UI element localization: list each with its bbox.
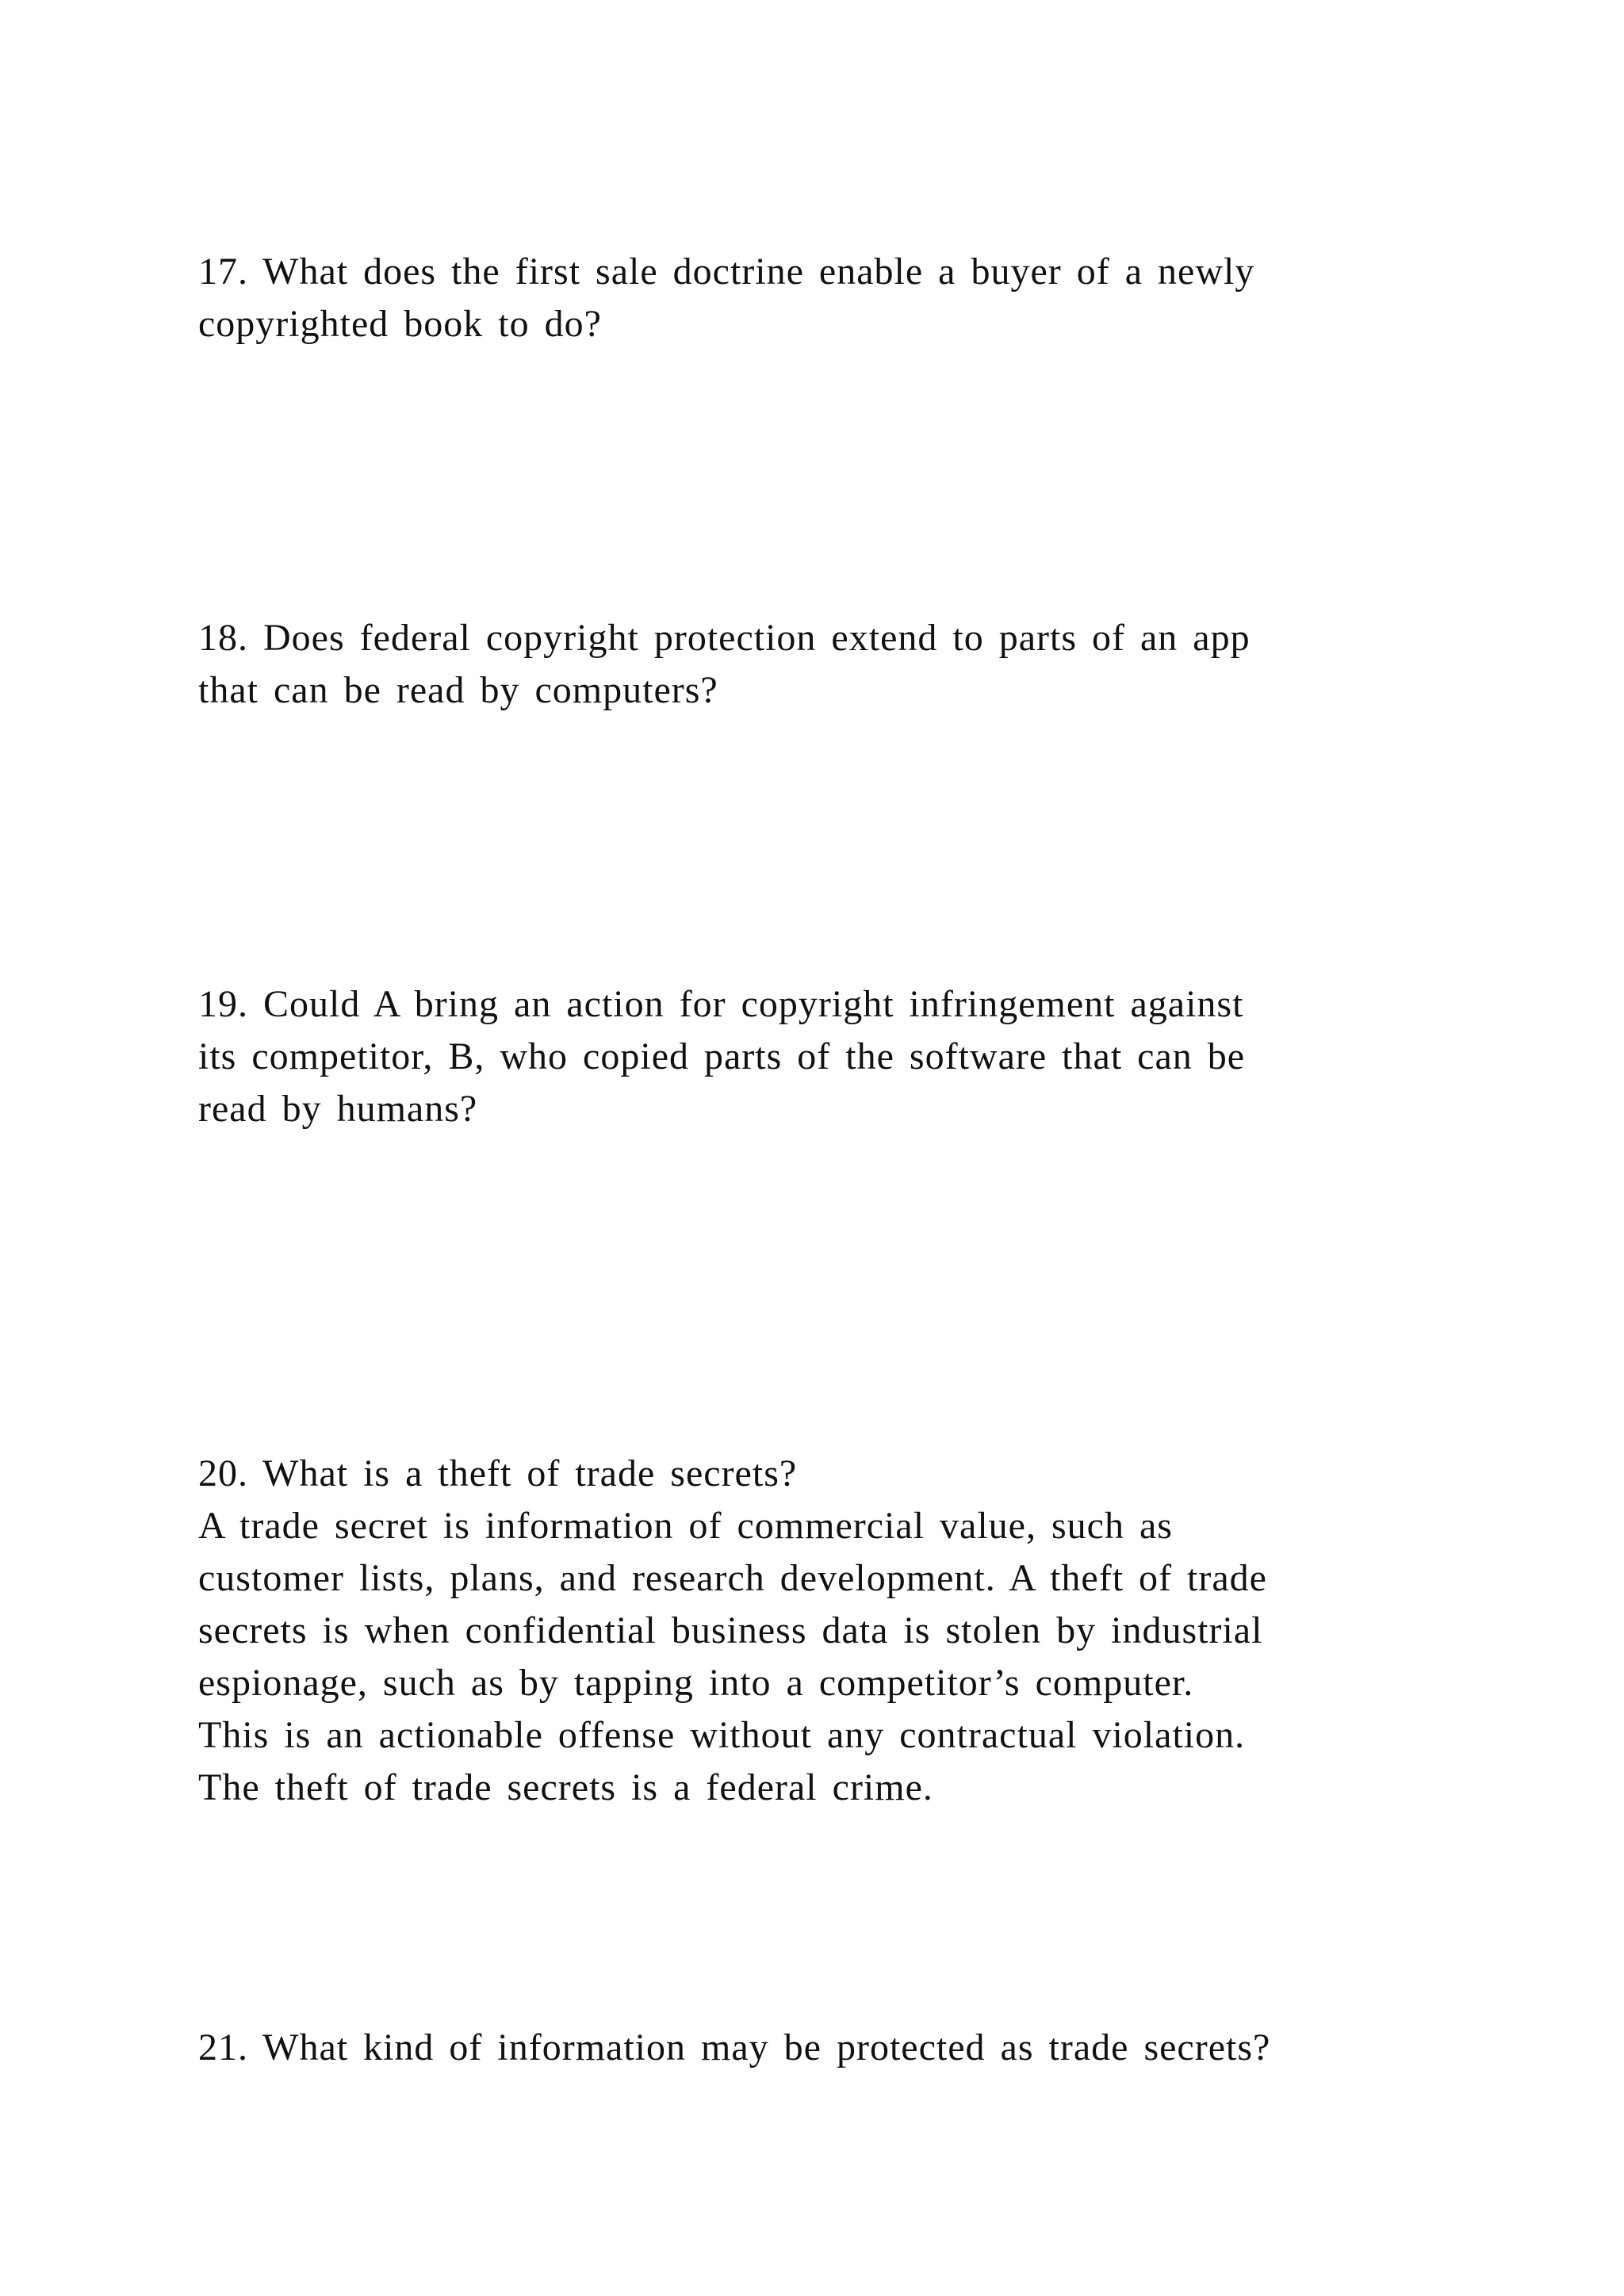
answer-20-line-4: espionage, such as by tapping into a competitor’s computer.: [198, 1662, 1194, 1704]
answer-20-line-5: This is an actionable offense without any contractual violation.: [198, 1714, 1246, 1756]
question-18: [198, 612, 1451, 717]
question-18-line-2: that can be read by computers?: [198, 669, 718, 711]
answer-20-line-3: secrets is when confidential business data is stolen by industrial: [198, 1609, 1263, 1651]
question-21-line-1: 21. What kind of information may be protected as trade secrets?: [198, 2026, 1271, 2068]
question-20-heading: 20. What is a theft of trade secrets?: [198, 1452, 798, 1494]
question-20: [198, 1448, 1451, 1814]
question-18-line-1: 18. Does federal copyright protection extend to parts of an app: [198, 617, 1251, 659]
question-19: [198, 978, 1451, 1135]
question-17: [198, 246, 1451, 350]
answer-20-line-6: The theft of trade secrets is a federal crime.: [198, 1766, 933, 1808]
question-19-line-2: its competitor, B, who copied parts of the software that can be: [198, 1035, 1246, 1077]
question-19-line-3: read by humans?: [198, 1088, 478, 1130]
question-17-line-1: 17. What does the first sale doctrine enable a buyer of a newly: [198, 251, 1255, 293]
question-21: [198, 2022, 1451, 2074]
answer-20-line-2: customer lists, plans, and research development. A theft of trade: [198, 1557, 1267, 1599]
question-19-line-1: 19. Could A bring an action for copyright infringement against: [198, 983, 1244, 1025]
answer-20-line-1: A trade secret is information of commercial value, such as: [198, 1505, 1173, 1547]
question-17-line-2: copyrighted book to do?: [198, 303, 602, 345]
